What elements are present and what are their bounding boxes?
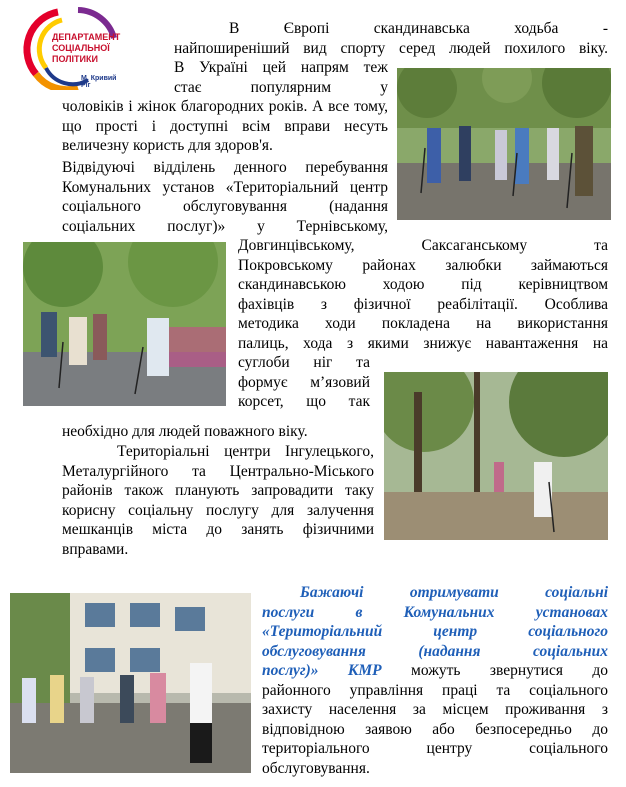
kmr-highlight: послуг)» КМР (262, 662, 382, 679)
paragraph-1-rest: чоловіків і жінок благородних років. А все тому, що прості і доступні всім вправи несуть величезну користь для здоров'я. (62, 98, 388, 154)
paragraph-2-wrap: суглоби ніг та формує м’язовий корсет, що так (238, 354, 370, 410)
logo-city: М. Кривий Ріг (81, 75, 117, 89)
photo-group-walking-park (397, 68, 611, 220)
photo-seniors-garden (23, 242, 226, 406)
paragraph-2-top: Відвідуючі відділень денного перебування Комунальних установ «Територіальний центр соціального обслуговування (надання соціальних послуг)» у Тернівському, (62, 159, 388, 235)
paragraph-4: Бажаючі отримувати соціальні послуги в Комунальних установах «Територіальний центр соціального обслуговування (надання соціальних послуг)» КМР можуть звернутися до районного управління праці та соціального захисту населення за місцем проживання з відповідною заявою або безпосередньо до територіального центру соціального обслуговування. (262, 584, 608, 777)
logo-title: ДЕПАРТАМЕНТ СОЦІАЛЬНОЇ ПОЛІТИКИ (52, 32, 121, 64)
paragraph-1-top: В Європі скандинавська ходьба - найпоширеніший вид спорту серед людей похилого віку. (174, 20, 608, 57)
department-logo (18, 4, 126, 90)
paragraph-2-end: необхідно для людей поважного віку. (62, 423, 308, 440)
paragraph-1-wrap: В Україні цей напрям теж стає популярним у (174, 59, 388, 96)
paragraph-3: Територіальні центри Інгулецького, Металургійного та Центрально-Міського районів також планують запровадити таку корисну соціальну послугу для залучення мешканців міста до занять фізичними вправами. (62, 443, 374, 558)
paragraph-2-middle: Довгинцівському, Саксаганському та Покровському районах залюбки займаються скандинавською ходою під керівництвом фахівців з фізичної реабілітації. Особлива методика ходи покладена на використання палиць, хода з якими знижує навантаження на (238, 237, 608, 352)
photo-tree-alley (384, 372, 608, 540)
photo-courtyard-exercise (10, 593, 251, 773)
